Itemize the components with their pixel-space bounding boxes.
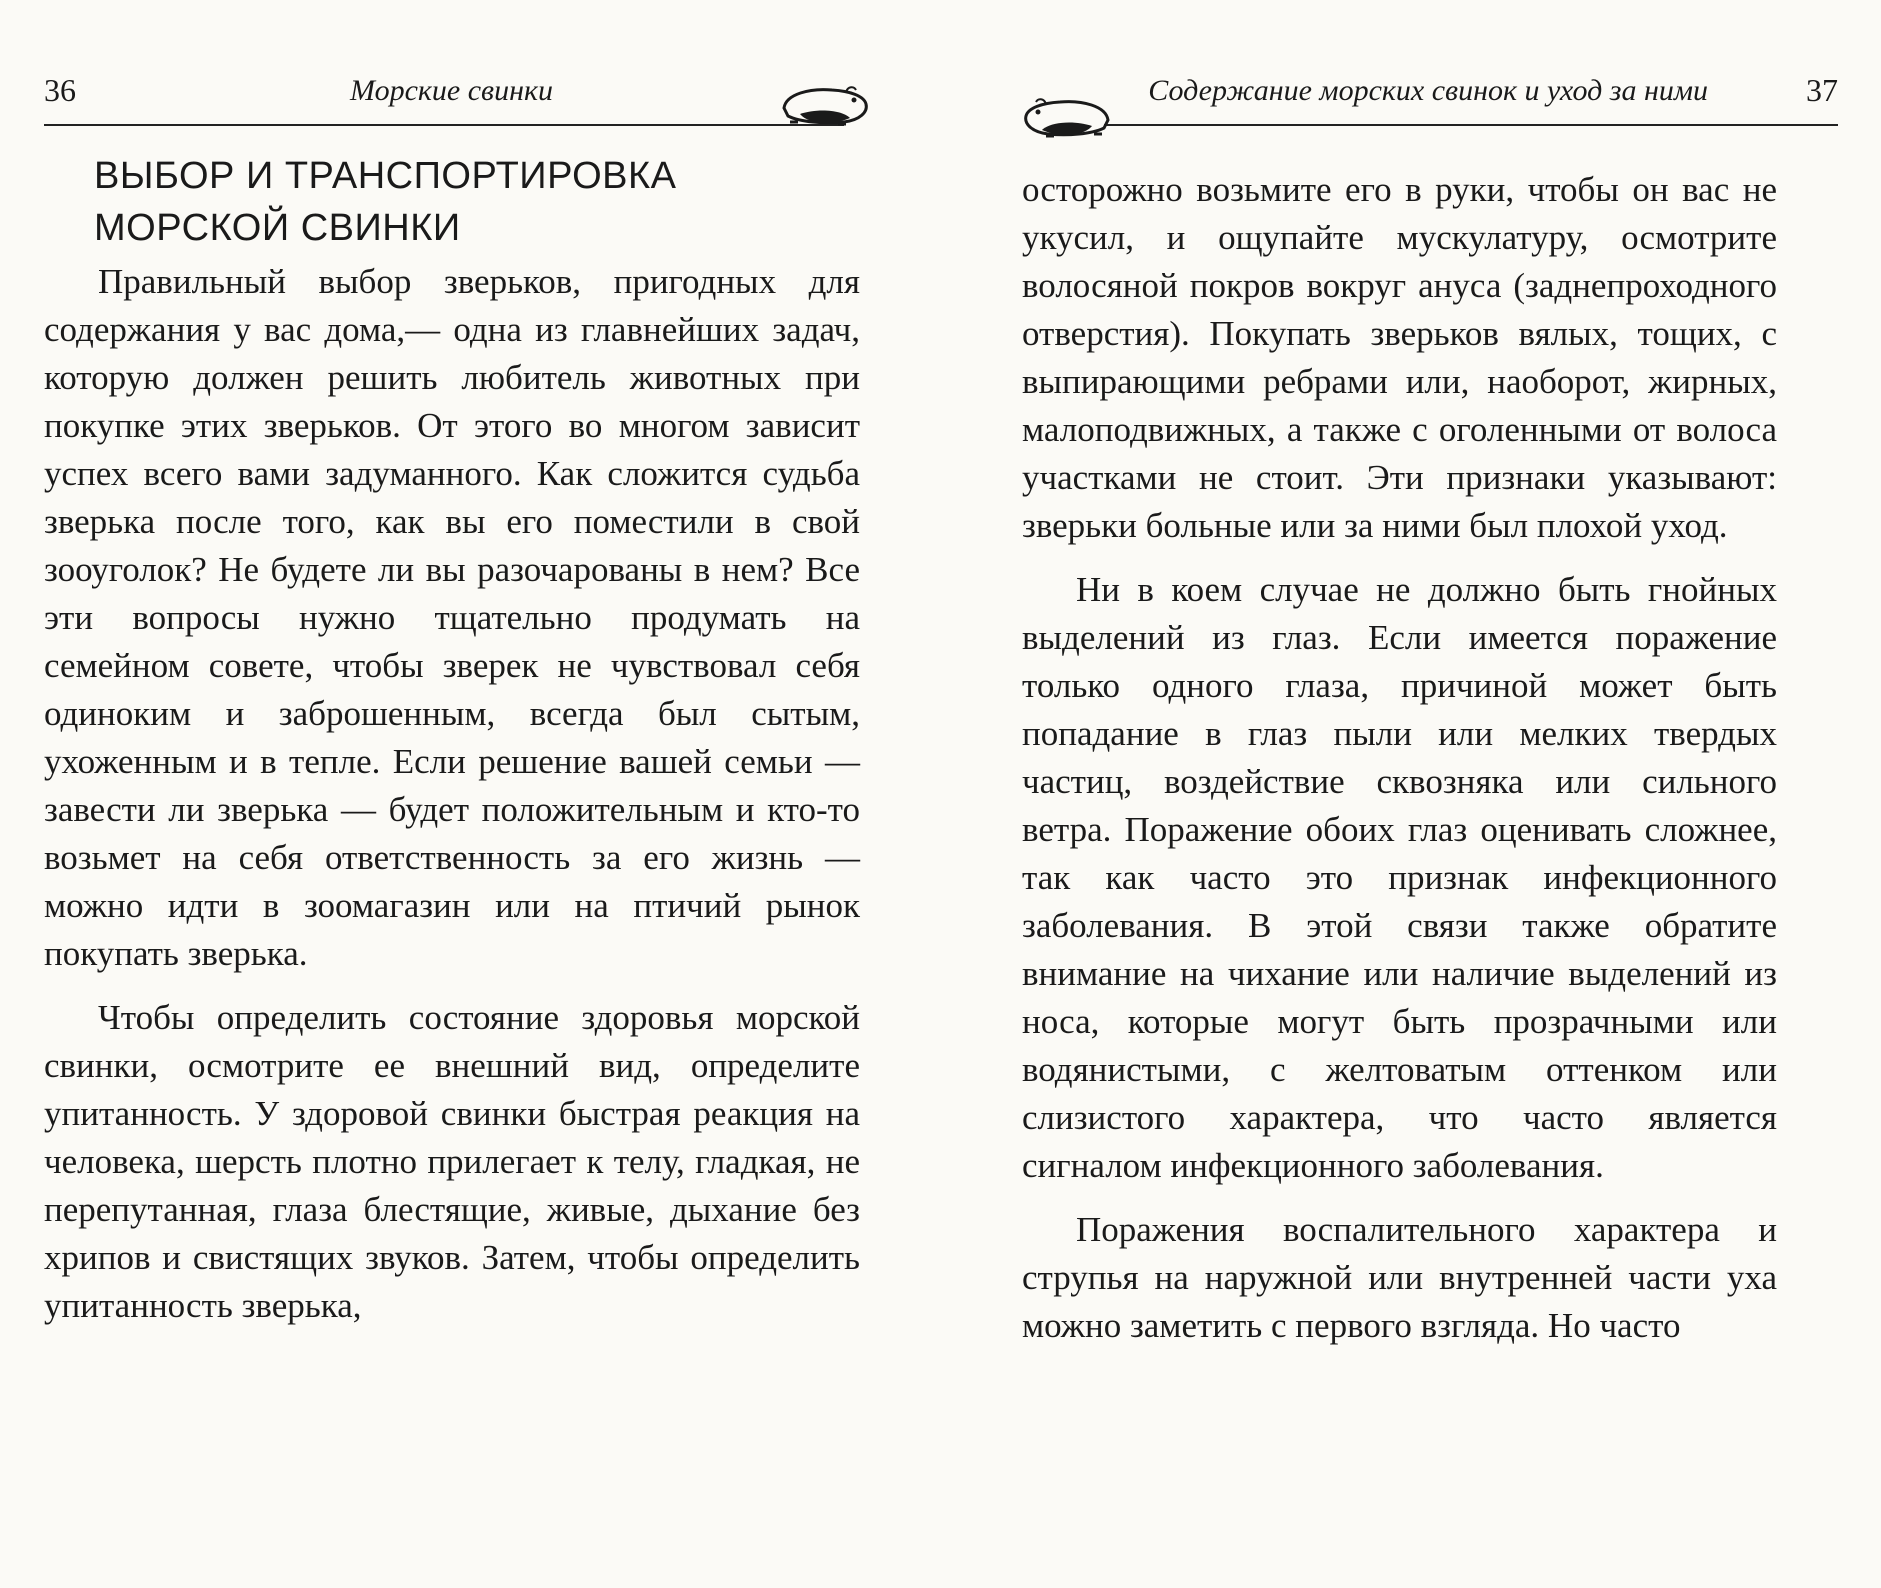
left-paragraph-2: Чтобы определить состояние здоровья морской свинки, осмотрите ее внешний вид, определите упитанность. У здоровой свинки быстрая реакция на человека, шерсть плотно прилегает к телу, гладкая, не перепутанная, глаза блестящие, живые, дыхание без хрипов и свистящих звуков. Затем, чтобы определить упитанность зверька, — [44, 998, 860, 1325]
right-paragraph-1: осторожно возьмите его в руки, чтобы он вас не укусил, и ощупайте мускулатуру, осмотрите волосяной покров вокруг ануса (заднепроходного отверстия). Покупать зверьков вялых, тощих, с выпирающими ребрами или, наоборот, жирных, малоподвижных, а также с оголенными от волоса участками не стоит. Эти признаки указывают: зверьки больные или за ними был плохой уход. — [1022, 170, 1777, 545]
left-page-number: 36 — [44, 72, 76, 108]
chapter-heading — [44, 150, 860, 254]
right-paragraph-2: Ни в коем случае не должно быть гнойных выделений из глаз. Если имеется поражение только одного глаза, причиной может быть попадание в глаз пыли или мелких твердых частиц, воздействие сквозняка или сильного ветра. Поражение обоих глаз оценивать сложнее, так как часто это признак инфекционного заболевания. В этой связи также обратите внимание на чихание или наличие выделений из носа, которые могут быть прозрачными или водянистыми, с желтоватым оттенком или слизистого характера, что часто является сигналом инфекционного заболевания. — [1022, 570, 1777, 1185]
left-text-block — [44, 150, 860, 1330]
chapter-heading-line-1: ВЫБОР И ТРАНСПОРТИРОВКА — [94, 155, 677, 197]
right-running-title: Содержание морских свинок и уход за ними — [1148, 74, 1708, 107]
left-page — [0, 0, 940, 1588]
left-running-title: Морские свинки — [350, 74, 553, 107]
right-paragraph-3: Поражения воспалительного характера и струпья на наружной или внутренней части уха можно заметить с первого взгляда. Но часто — [1022, 1210, 1777, 1345]
guinea-pig-icon — [1020, 96, 1112, 140]
guinea-pig-icon — [780, 84, 872, 128]
chapter-heading-line-2: МОРСКОЙ СВИНКИ — [94, 207, 461, 249]
left-running-head — [44, 68, 844, 126]
right-text-block — [1022, 166, 1777, 1350]
right-page-number: 37 — [1806, 72, 1838, 108]
right-page — [940, 0, 1881, 1588]
left-paragraph-1: Правильный выбор зверьков, пригодных для содержания у вас дома,— одна из главнейших задач, которую должен решить любитель животных при покупке этих зверьков. От этого во многом зависит успех всего вами задуманного. Как сложится судьба зверька после того, как вы его поместили в свой зооуголок? Не будете ли вы разочарованы в нем? Все эти вопросы нужно тщательно продумать на семейном совете, чтобы зверек не чувствовал себя одиноким и заброшенным, всегда был сытым, ухоженным и в тепле. Если решение вашей семьи — завести ли зверька — будет положительным и кто-то возьмет на себя ответственность за его жизнь — можно идти в зоомагазин или на птичий рынок покупать зверька. — [44, 262, 860, 973]
right-running-head — [1104, 68, 1838, 126]
